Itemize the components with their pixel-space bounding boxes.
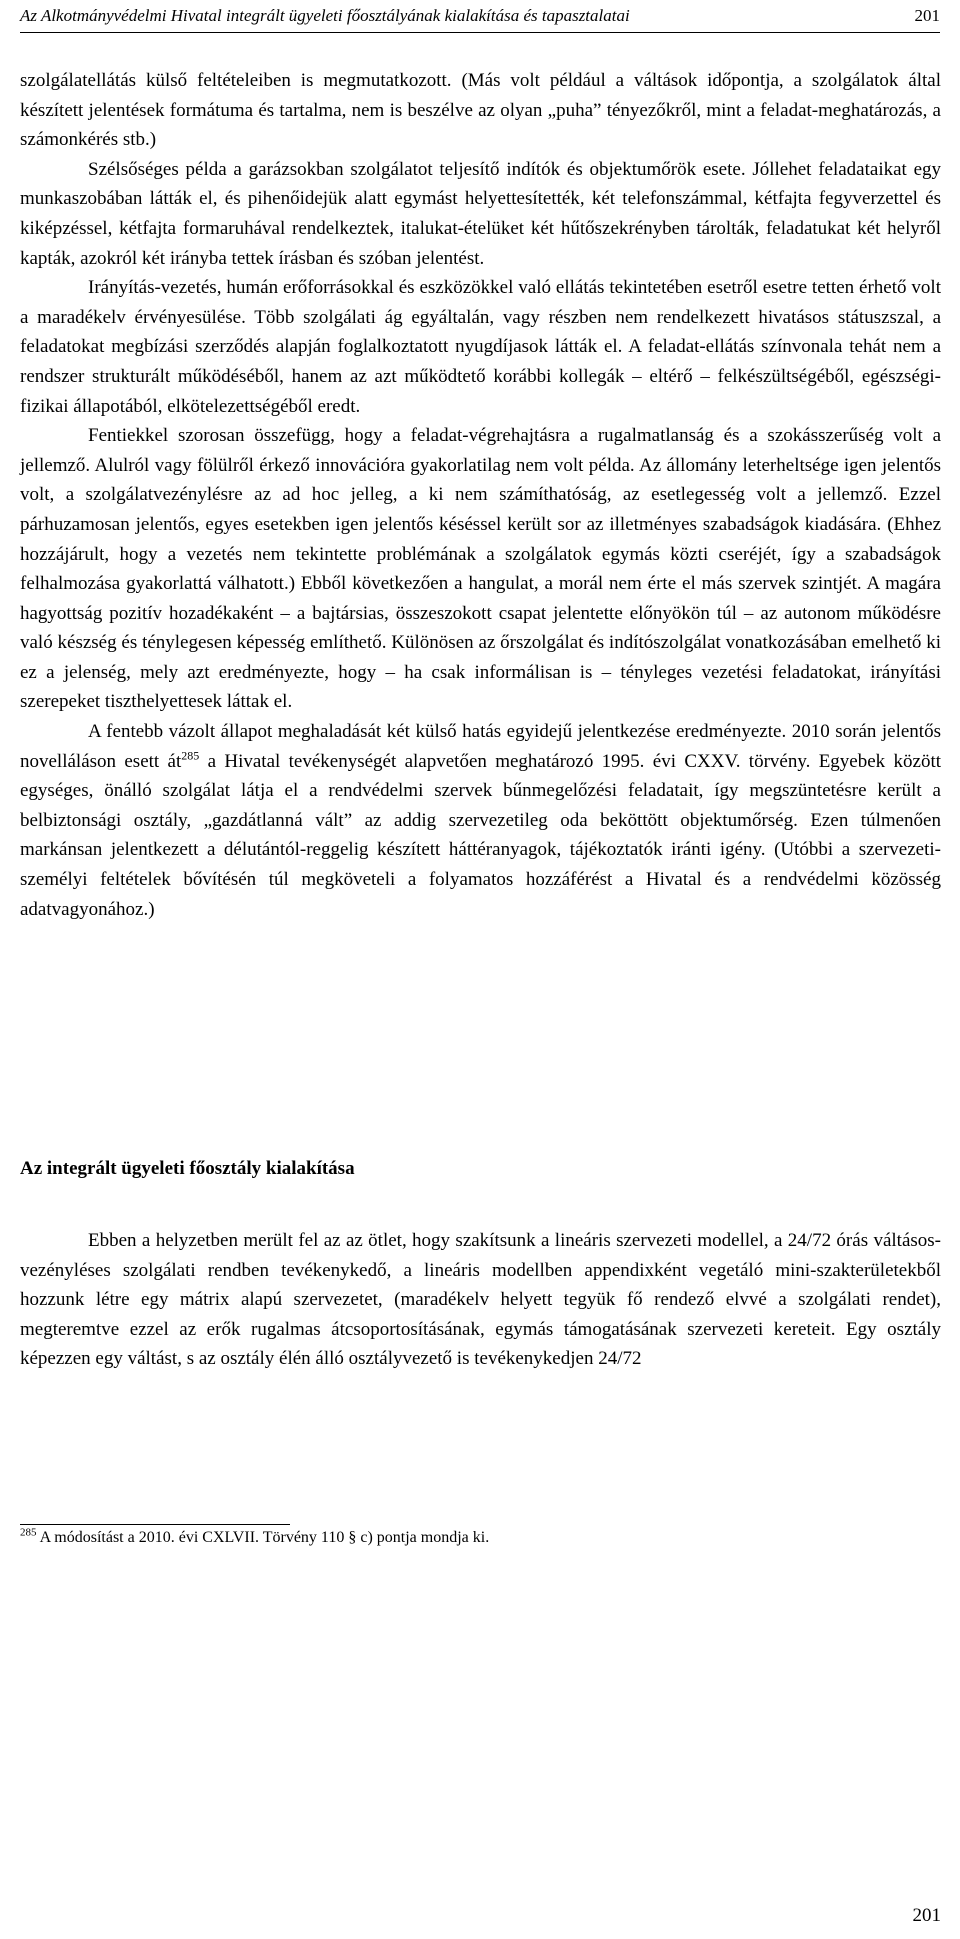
header-page-number: 201 (914, 6, 940, 25)
paragraph-5-part-1: A fentebb vázolt állapot meghaladását két külső hatás egyidejű jelentkezése eredményezte. 2010 során jelentős novelláláson esett át (20, 721, 941, 772)
body-text (20, 66, 941, 924)
footnote-reference: 285 (181, 748, 200, 763)
paragraph-2: Szélsőséges példa a garázsokban szolgálatot teljesítő indítók és objektumőrök esete. Jóllehet feladataikat egy munkaszobában látták el, és pihenőidejük alatt egymást helyettesítették, két telefonszámmal, kétfajta fegyverzettel és kiképzéssel, kétfajta formaruhával rendelkeztek, italukat-ételüket két hűtőszekrényben tárolták, feladatukat két helyről kapták, azokról két irányba tettek írásban és szóban jelentést. (20, 158, 941, 269)
paragraph-5 (20, 717, 941, 924)
footnote-text: A módosítást a 2010. évi CXLVII. Törvény 110 § c) pontja mondja ki. (36, 1529, 490, 1546)
section-heading: Az integrált ügyeleti főosztály kialakítása (20, 1158, 355, 1179)
paragraph-5-part-2: a Hivatal tevékenységét alapvetően meghatározó 1995. évi CXXV. törvény. Egyebek között egységes, önálló szolgálat látja el a rendvédelmi szervek bűnmegelőzési feladatait, így megszüntetésre került a belbiztonsági osztály, „gazdátlanná vált” az addig szervezetileg oda beköttött objektumőrség. Ezen túlmenően markánsan jelentkezett a délutántól-reggelig készített háttéranyagok, tájékoztatók iránti igény. (Utóbbi a szervezeti-személyi feltételek bővítésén túl megköveteli a folyamatos hozzáférést a Hivatal és a rendvédelmi közösség adatvagyonához.) (20, 750, 942, 920)
footer-page-number: 201 (912, 1905, 941, 1926)
section-body (20, 1226, 941, 1374)
footnote-divider (20, 1524, 290, 1525)
paragraph-3: Irányítás-vezetés, humán erőforrásokkal és eszközökkel való ellátás tekintetében esetről esetre tetten érhető volt a maradékelv érvényesülése. Több szolgálati ág egyáltalán, vagy részben nem rendelkezett hivatásos státuszszal, a feladatokat megbízási szerződés alapján foglalkoztatott nyugdíjasok látták el. A feladat-ellátás színvonala tehát nem a rendszer strukturált működéséből, hanem az azt működtető korábbi kollegák – eltérő – felkészültségéből, egészségi-fizikai állapotából, elkötelezettségéből eredt. (20, 277, 941, 417)
footnote (20, 1527, 489, 1549)
paragraph-1: szolgálatellátás külső feltételeiben is megmutatkozott. (Más volt például a váltások időpontja, a szolgálatok által készített jelentések formátuma és tartalma, nem is beszélve az olyan „puha” tényezőkről, mint a feladat-meghatározás, a számonkérés stb.) (20, 70, 941, 151)
footnote-number: 285 (20, 1526, 37, 1539)
paragraph-4: Fentiekkel szorosan összefügg, hogy a feladat-végrehajtásra a rugalmatlanság és a szokásszerűség volt a jellemző. Alulról vagy fölülről érkező innovációra gyakorlatilag nem volt példa. Az állomány leterheltsége igen jelentős volt, a szolgálatvezénylésre az ad hoc jelleg, a ki nem számíthatóság, az esetlegesség volt a jellemző. Ezzel párhuzamosan jelentős, egyes esetekben igen jelentős késéssel került sor az illetményes szabadságok kiadására. (Ehhez hozzájárult, hogy a vezetés nem tekintette problémának a szolgálatok egymás közti cseréjét, így a szabadságok felhalmozása gyakorlattá válhatott.) Ebből következően a hangulat, a morál nem érte el más szervek szintjét. A magára hagyottság pozitív hozadékaként – a bajtársias, összeszokott csapat jelentette előnyökön túl – az autonom működésre való készség és ténylegesen képesség említhető. Különösen az őrszolgálat és indítószolgálat vonatkozásában emelhető ki ez a jelenség, mely azt eredményezte, hogy – ha csak informálisan is – tényleges vezetési feladatokat, irányítási szerepeket tiszthelyettesek láttak el. (20, 425, 941, 713)
running-header-title: Az Alkotmányvédelmi Hivatal integrált ügyeleti főosztályának kialakítása és tapasztalatai (20, 6, 630, 25)
section-paragraph: Ebben a helyzetben merült fel az az ötlet, hogy szakítsunk a lineáris szervezeti modellel, a 24/72 órás váltásos-vezényléses szolgálati rendben tevékenykedő, a lineáris modellben appendixként vegetáló mini-szakterületekből hozzunk létre egy mátrix alapú szervezetet, (maradékelv helyett tegyük fő rendező elvvé a szolgálati rendet), megteremtve ezzel az erők rugalmas átcsoportosításának, egymás támogatásának szervezeti kereteit. Egy osztály képezzen egy váltást, s az osztály élén álló osztályvezető is tevékenykedjen 24/72 (20, 1230, 941, 1370)
running-header (20, 0, 940, 33)
